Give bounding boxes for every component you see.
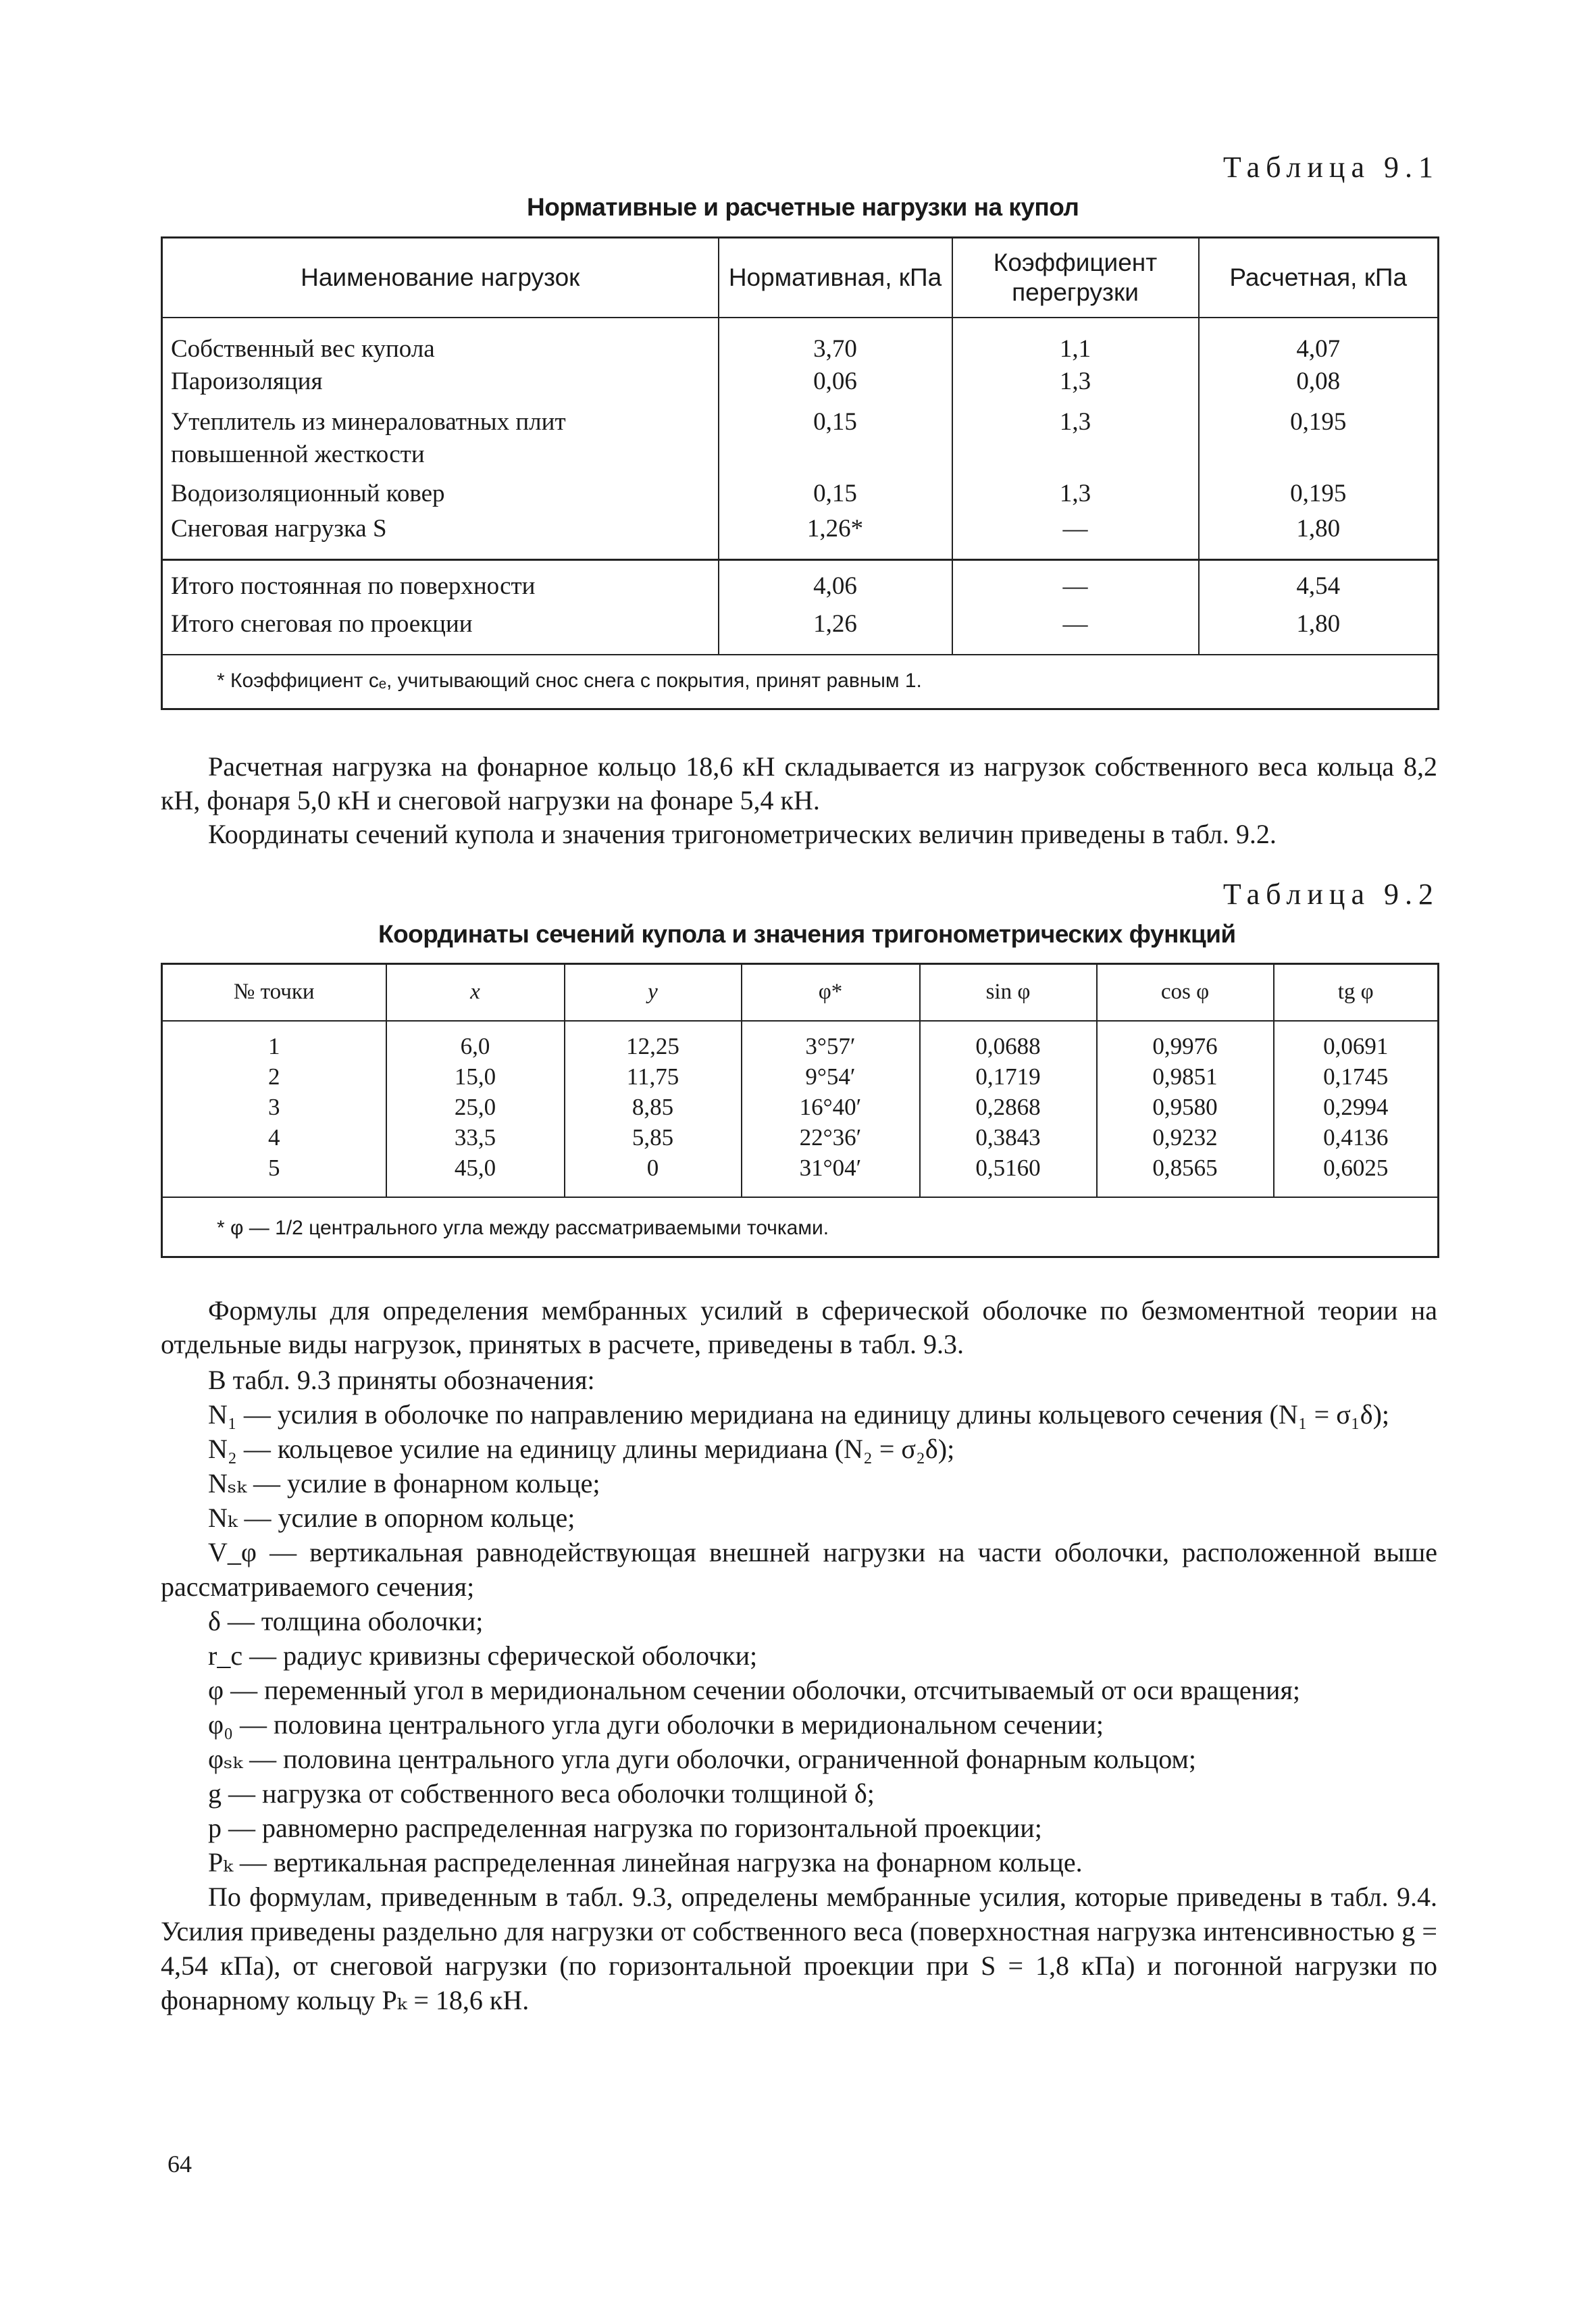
table-row <box>162 513 1439 545</box>
column-header: x <box>386 964 565 1022</box>
cell: 0,195 <box>1199 471 1439 513</box>
table-title: Нормативные и расчетные нагрузки на купол <box>527 193 1079 221</box>
definition-item: φₛₖ — половина центрального угла дуги оболочки, ограниченной фонарным кольцом; <box>208 1744 1196 1774</box>
cell: 5 <box>162 1153 386 1197</box>
definitions-intro: В табл. 9.3 приняты обозначения: <box>208 1365 595 1395</box>
column-header: sin φ <box>920 964 1097 1022</box>
definition-item: p — равномерно распределенная нагрузка по горизонтальной проекции; <box>208 1813 1042 1843</box>
definition-item: N₁ — усилия в оболочке по направлению меридиана на единицу длины кольцевого сечения (N₁ = σ₁δ); <box>208 1399 1390 1430</box>
cell: 0,08 <box>1199 366 1439 406</box>
cell: 12,25 <box>565 1021 742 1061</box>
table-footnote: * φ — 1/2 центрального угла между рассматриваемыми точками. <box>162 1197 1439 1257</box>
definition-item: Nₛₖ — усилие в фонарном кольце; <box>208 1468 600 1499</box>
definition-item: N₂ — кольцевое усилие на единицу длины меридиана (N₂ = σ₂δ); <box>208 1434 955 1464</box>
cell: 45,0 <box>386 1153 565 1197</box>
cell: 0,06 <box>719 366 952 406</box>
cell: 0,9851 <box>1097 1061 1274 1092</box>
cell: 0,9976 <box>1097 1021 1274 1061</box>
table-title: Координаты сечений купола и значения тригонометрических функций <box>378 920 1236 948</box>
cell: 0 <box>565 1153 742 1197</box>
table-row <box>162 1153 1439 1197</box>
cell: 0,8565 <box>1097 1153 1274 1197</box>
definition-item: φ₀ — половина центрального угла дуги оболочки в меридиональном сечении; <box>208 1709 1104 1740</box>
cell: 6,0 <box>386 1021 565 1061</box>
table-row <box>162 560 1439 603</box>
cell: 1,80 <box>1199 513 1439 545</box>
column-header: cos φ <box>1097 964 1274 1022</box>
definition-item: φ — переменный угол в меридиональном сечении оболочки, отсчитываемый от оси вращения; <box>208 1675 1300 1705</box>
definition-item: V_φ — вертикальная равнодействующая внешней нагрузки на части оболочки, расположенной выше рассматриваемого сечения; <box>161 1537 1437 1602</box>
cell: 4,07 <box>1199 333 1439 366</box>
cell: — <box>952 603 1199 640</box>
cell: 0,2868 <box>920 1092 1097 1122</box>
table-row <box>162 1061 1439 1092</box>
definition-item: δ — толщина оболочки; <box>208 1606 484 1636</box>
table-row <box>162 366 1439 406</box>
table-row <box>162 1092 1439 1122</box>
cell: Утеплитель из минераловатных плит повышенной жесткости <box>162 406 719 471</box>
cell: 9°54′ <box>742 1061 920 1092</box>
cell: 4,54 <box>1199 560 1439 603</box>
column-header: № точки <box>162 964 386 1022</box>
table-row <box>162 333 1439 366</box>
definition-item: Nₖ — усилие в опорном кольце; <box>208 1503 575 1533</box>
definition-item: r_c — радиус кривизны сферической оболочки; <box>208 1640 758 1671</box>
cell: 3°57′ <box>742 1021 920 1061</box>
cell: 8,85 <box>565 1092 742 1122</box>
cell: 1,80 <box>1199 603 1439 640</box>
table-row <box>162 603 1439 640</box>
cell: Собственный вес купола <box>162 333 719 366</box>
column-header: Расчетная, кПа <box>1199 238 1439 318</box>
paragraph: Формулы для определения мембранных усилий в сферической оболочке по безмоментной теории на отдельные виды нагрузок, принятых в расчете, приведены в табл. 9.3. <box>161 1295 1437 1359</box>
table-row <box>162 406 1439 471</box>
cell: 31°04′ <box>742 1153 920 1197</box>
table-label: Таблица 9.1 <box>1222 151 1439 184</box>
cell: 4 <box>162 1122 386 1153</box>
cell: 0,15 <box>719 406 952 471</box>
table-footnote: * Коэффициент cₑ, учитывающий снос снега с покрытия, принят равным 1. <box>162 655 1439 709</box>
table-header-row <box>162 964 1439 1022</box>
cell: 0,9580 <box>1097 1092 1274 1122</box>
cell: 0,3843 <box>920 1122 1097 1153</box>
definition-item: Pₖ — вертикальная распределенная линейная нагрузка на фонарном кольце. <box>208 1847 1083 1878</box>
cell: 1,26 <box>719 603 952 640</box>
cell: 0,4136 <box>1274 1122 1439 1153</box>
loads-table <box>161 236 1439 710</box>
cell: 15,0 <box>386 1061 565 1092</box>
cell: 0,1719 <box>920 1061 1097 1092</box>
column-header: Наименование нагрузок <box>162 238 719 318</box>
table-row <box>162 1021 1439 1061</box>
cell: 25,0 <box>386 1092 565 1122</box>
definitions-list <box>161 1363 1437 2017</box>
cell: 1,3 <box>952 471 1199 513</box>
cell: 1 <box>162 1021 386 1061</box>
cell: 5,85 <box>565 1122 742 1153</box>
cell: 2 <box>162 1061 386 1092</box>
column-header: Коэффициент перегрузки <box>952 238 1199 318</box>
column-header: y <box>565 964 742 1022</box>
cell: Пароизоляция <box>162 366 719 406</box>
cell: 11,75 <box>565 1061 742 1092</box>
table-row <box>162 471 1439 513</box>
cell: 3,70 <box>719 333 952 366</box>
cell: Снеговая нагрузка S <box>162 513 719 545</box>
table-header-row <box>162 238 1439 318</box>
paragraph: По формулам, приведенным в табл. 9.3, определены мембранные усилия, которые приведены в табл. 9.4. Усилия приведены раздельно для нагрузки от собственного веса (поверхностная нагрузка интенсивностью g = 4,54 кПа), от снеговой нагрузки (по горизонтальной проекции при S = 1,8 кПа) и погонной нагрузки по фонарному кольцу Pₖ = 18,6 кН. <box>161 1882 1437 2015</box>
cell: 1,26* <box>719 513 952 545</box>
cell: 0,0688 <box>920 1021 1097 1061</box>
column-header: Нормативная, кПа <box>719 238 952 318</box>
cell: 0,6025 <box>1274 1153 1439 1197</box>
cell: 0,0691 <box>1274 1021 1439 1061</box>
cell: 0,2994 <box>1274 1092 1439 1122</box>
cell: 0,195 <box>1199 406 1439 471</box>
cell: Итого постоянная по поверхности <box>162 560 719 603</box>
table-row <box>162 1122 1439 1153</box>
column-header: tg φ <box>1274 964 1439 1022</box>
cell: 0,5160 <box>920 1153 1097 1197</box>
table-label: Таблица 9.2 <box>1222 878 1439 911</box>
paragraph: Расчетная нагрузка на фонарное кольцо 18,6 кН складывается из нагрузок собственного веса кольца 8,2 кН, фонаря 5,0 кН и снеговой нагрузки на фонаре 5,4 кН. <box>161 751 1437 815</box>
column-header: φ* <box>742 964 920 1022</box>
definition-item: g — нагрузка от собственного веса оболочки толщиной δ; <box>208 1778 875 1809</box>
page-number: 64 <box>168 2150 192 2178</box>
coordinates-table <box>161 963 1439 1258</box>
cell: 1,3 <box>952 366 1199 406</box>
body-text <box>161 750 1437 851</box>
cell: 16°40′ <box>742 1092 920 1122</box>
cell: — <box>952 560 1199 603</box>
cell: 1,3 <box>952 406 1199 471</box>
cell: 0,15 <box>719 471 952 513</box>
cell: 4,06 <box>719 560 952 603</box>
cell: 33,5 <box>386 1122 565 1153</box>
cell: Итого снеговая по проекции <box>162 603 719 640</box>
paragraph: Координаты сечений купола и значения тригонометрических величин приведены в табл. 9.2. <box>208 819 1277 849</box>
cell: 0,9232 <box>1097 1122 1274 1153</box>
cell: 3 <box>162 1092 386 1122</box>
cell: 1,1 <box>952 333 1199 366</box>
cell: Водоизоляционный ковер <box>162 471 719 513</box>
cell: 0,1745 <box>1274 1061 1439 1092</box>
cell: 22°36′ <box>742 1122 920 1153</box>
cell: — <box>952 513 1199 545</box>
